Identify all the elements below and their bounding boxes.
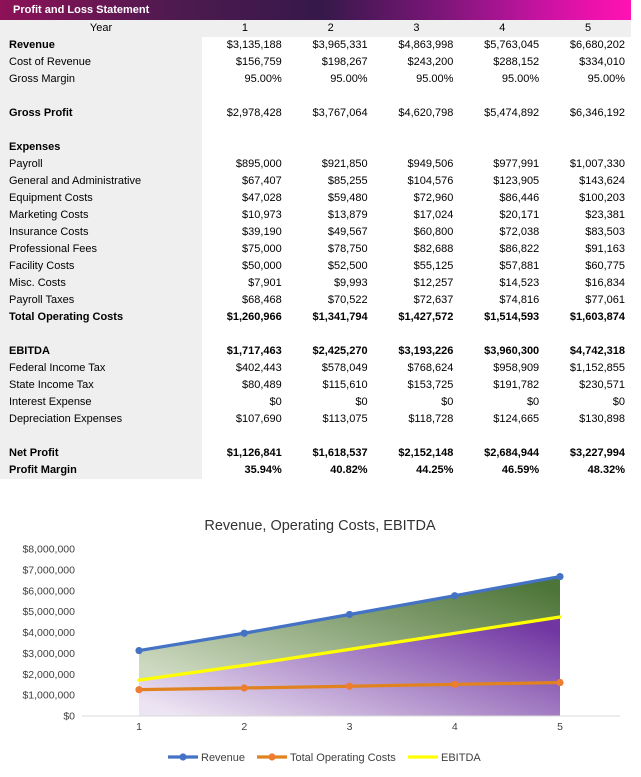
cell: $1,603,874 [569,311,625,323]
row-values [202,37,631,54]
table-row-misc-costs [0,275,631,292]
cell: $7,901 [248,277,282,289]
cell: $78,750 [327,243,368,255]
cell: $3,135,188 [226,39,282,51]
y-axis-tick-label: $5,000,000 [22,606,75,619]
row-values [202,292,631,309]
row-label: Payroll Taxes [0,292,202,309]
cell: $82,688 [413,243,454,255]
cell: $3,767,064 [312,107,368,119]
y-axis-tick-label: $2,000,000 [22,668,75,681]
cell: $85,255 [327,175,368,187]
cell: $0 [612,396,625,408]
row-label: Payroll [0,156,202,173]
cell [374,428,460,445]
row-label: Misc. Costs [0,275,202,292]
cell: 1 [241,22,248,34]
y-axis-tick-label: $7,000,000 [22,564,75,577]
cell: $107,690 [235,413,282,425]
legend-label: Total Operating Costs [290,752,396,764]
row-label: Gross Profit [0,105,202,122]
row-label: Profit Margin [0,462,202,479]
total-operating-costs-marker [346,683,353,690]
cell: $86,822 [499,243,540,255]
cell: $91,163 [585,243,625,255]
row-values [202,190,631,207]
row-values [202,377,631,394]
cell: $10,973 [242,209,282,221]
row-label: Total Operating Costs [0,309,202,326]
cell: 44.25% [416,464,454,476]
cell [545,428,631,445]
cell: $68,468 [242,294,282,306]
cell: $20,171 [499,209,540,221]
revenue-marker [346,611,353,618]
cell: $0 [526,396,540,408]
row-values [202,139,631,156]
row-values [202,275,631,292]
cell [202,139,288,156]
x-axis-tick-label: 2 [241,721,248,733]
total-operating-costs-marker [451,681,458,688]
cell: $3,193,226 [398,345,454,357]
cell [202,88,288,105]
table-row-marketing-costs [0,207,631,224]
revenue-marker [135,647,142,654]
cell: $1,427,572 [398,311,454,323]
cell: $57,881 [499,260,540,272]
cell: $768,624 [407,362,454,374]
cell: $1,717,463 [226,345,282,357]
cell: $60,800 [413,226,454,238]
row-values [202,343,631,360]
row-values [202,258,631,275]
cell: $74,816 [499,294,540,306]
row-label [0,428,202,445]
legend-label: Revenue [201,752,246,764]
row-values [202,360,631,377]
total-operating-costs-marker [556,679,563,686]
row-label: Revenue [0,37,202,54]
cell: 95.00% [501,73,540,85]
row-values [202,173,631,190]
cell: $0 [441,396,454,408]
row-label: Facility Costs [0,258,202,275]
cell: 95.00% [416,73,454,85]
cell: $39,190 [242,226,282,238]
row-values [202,309,631,326]
legend-item-revenue [168,752,245,764]
statement-title: Profit and Loss Statement [13,4,150,16]
row-label: Federal Income Tax [0,360,202,377]
row-values [202,20,631,37]
cell: $4,742,318 [569,345,625,357]
cell: $55,125 [413,260,454,272]
row-values [202,88,631,105]
cell: $2,152,148 [398,447,454,459]
y-axis-tick-label: $4,000,000 [22,627,75,639]
table-row-state-income-tax [0,377,631,394]
legend-marker-sample [268,753,275,760]
cell: $75,000 [242,243,282,255]
cell: $156,759 [235,56,282,68]
table-row-payroll-taxes [0,292,631,309]
cell: $5,474,892 [484,107,540,119]
cell: $113,075 [322,413,368,425]
table-row-revenue [0,37,631,54]
table-row-profit-margin [0,462,631,479]
cell: $402,443 [235,362,282,374]
cell: $2,978,428 [226,107,282,119]
spacer-row [0,122,631,139]
cell: $230,571 [579,379,625,391]
cell: $4,863,998 [398,39,454,51]
cell [459,88,545,105]
cell: 95.00% [244,73,282,85]
x-axis-tick-label: 5 [557,721,563,733]
row-label: Insurance Costs [0,224,202,241]
row-label: EBITDA [0,343,202,360]
cell: $17,024 [413,209,454,221]
cell: $60,775 [585,260,625,272]
table-row-expenses [0,139,631,156]
chart-title: Revenue, Operating Costs, EBITDA [204,518,436,534]
y-axis-tick-label: $6,000,000 [22,585,75,598]
y-axis-tick-label: $1,000,000 [22,689,75,702]
revenue-marker [451,592,458,599]
row-label: Year [0,20,202,37]
table-row-ebitda [0,343,631,360]
cell [374,88,460,105]
table-row-cost-of-revenue [0,54,631,71]
cell [545,326,631,343]
cell: $9,993 [333,277,368,289]
revenue-marker [241,630,248,637]
row-label: Marketing Costs [0,207,202,224]
cell: $1,007,330 [569,158,625,170]
cell: $47,028 [242,192,282,204]
cell [374,326,460,343]
cell [459,122,545,139]
table-row-gross-profit [0,105,631,122]
cell: $130,898 [579,413,625,425]
total-operating-costs-marker [135,686,142,693]
cell: $14,523 [499,277,540,289]
cell: $100,203 [579,192,625,204]
cell: $191,782 [493,379,540,391]
table-row-payroll [0,156,631,173]
spacer-row [0,326,631,343]
cell: $50,000 [242,260,282,272]
statement-table [0,20,631,479]
cell: $118,728 [408,413,454,425]
row-values [202,156,631,173]
spacer-row [0,428,631,445]
cell: $52,500 [327,260,368,272]
cell: $80,489 [242,379,282,391]
y-axis-tick-label: $3,000,000 [22,647,75,660]
row-values [202,71,631,88]
row-values [202,445,631,462]
row-label: Interest Expense [0,394,202,411]
cell: $3,227,994 [569,447,625,459]
cell: $72,960 [413,192,454,204]
cell: $3,965,331 [312,39,368,51]
cell: $1,152,855 [569,362,625,374]
cell: $4,620,798 [398,107,454,119]
row-label: Depreciation Expenses [0,411,202,428]
cell: $243,200 [407,56,454,68]
cell: $72,637 [413,294,454,306]
table-row-total-operating-costs [0,309,631,326]
cell: $86,446 [499,192,540,204]
cell: $16,834 [585,277,625,289]
chart-section [0,505,641,777]
table-row-year [0,20,631,37]
row-label: Expenses [0,139,202,156]
row-label: Equipment Costs [0,190,202,207]
table-row-federal-income-tax [0,360,631,377]
cell [459,428,545,445]
cell [288,88,374,105]
table-row-general-and-administrative [0,173,631,190]
cell: $1,618,537 [312,447,368,459]
cell: $3,960,300 [484,345,540,357]
row-values [202,224,631,241]
legend-item-ebitda [408,752,481,764]
cell [202,428,288,445]
cell: 35.94% [244,464,282,476]
legend-marker-sample [179,753,186,760]
cell: $23,381 [585,209,625,221]
cell [545,88,631,105]
revenue-marker [556,573,563,580]
cell: $958,909 [493,362,540,374]
cell: 48.32% [587,464,625,476]
cell: $977,991 [493,158,540,170]
cell [545,139,631,156]
cell: $6,680,202 [569,39,625,51]
cell: 4 [499,22,506,34]
row-values [202,54,631,71]
table-row-facility-costs [0,258,631,275]
row-label: Professional Fees [0,241,202,258]
cell [288,122,374,139]
cell: $0 [355,396,368,408]
cell: $198,267 [321,56,368,68]
cell: $143,624 [579,175,625,187]
cell [202,326,288,343]
cell: $49,567 [327,226,368,238]
cell: 40.82% [330,464,368,476]
cell: $115,610 [322,379,368,391]
cell: $6,346,192 [569,107,625,119]
cell: $70,522 [327,294,368,306]
cell: $895,000 [235,158,282,170]
row-values [202,105,631,122]
cell: $12,257 [413,277,454,289]
legend-item-total-operating-costs [257,752,396,764]
y-axis-tick-label: $8,000,000 [22,543,75,556]
row-values [202,462,631,479]
x-axis-tick-label: 3 [346,721,353,733]
row-label [0,88,202,105]
cell: $1,126,841 [226,447,282,459]
x-axis-tick-label: 1 [136,721,142,733]
cell: $104,576 [407,175,454,187]
spacer-row [0,88,631,105]
cell [459,326,545,343]
cell: 95.00% [330,73,368,85]
cell: $153,725 [407,379,454,391]
row-label: State Income Tax [0,377,202,394]
cell: $2,425,270 [312,345,368,357]
table-row-interest-expense [0,394,631,411]
cell: $1,514,593 [484,311,540,323]
row-label: Cost of Revenue [0,54,202,71]
x-axis-tick-label: 4 [451,721,458,733]
statement-header [0,0,631,20]
cell: 2 [327,22,334,34]
table-row-equipment-costs [0,190,631,207]
row-values [202,122,631,139]
table-row-professional-fees [0,241,631,258]
cell: $72,038 [499,226,540,238]
chart-canvas [0,505,641,777]
row-values [202,207,631,224]
row-label: Net Profit [0,445,202,462]
cell [202,122,288,139]
cell: 95.00% [587,73,625,85]
cell [374,122,460,139]
table-row-net-profit [0,445,631,462]
cell: $288,152 [493,56,540,68]
cell: $949,506 [407,158,454,170]
cell [374,139,460,156]
row-values [202,241,631,258]
cell: $123,905 [493,175,540,187]
cell: $0 [269,396,282,408]
table-row-insurance-costs [0,224,631,241]
cell: $1,260,966 [226,311,282,323]
y-axis-tick-label: $0 [63,710,75,723]
cell: $334,010 [579,56,625,68]
cell: 3 [413,22,420,34]
cell: $124,665 [493,413,540,425]
row-label: Gross Margin [0,71,202,88]
row-values [202,428,631,445]
cell: $578,049 [321,362,368,374]
cell: $2,684,944 [484,447,540,459]
row-values [202,394,631,411]
cell: 46.59% [501,464,540,476]
cell: $83,503 [585,226,625,238]
cell: 5 [585,22,592,34]
cell: $921,850 [321,158,368,170]
cell: $77,061 [585,294,625,306]
cell [545,122,631,139]
total-operating-costs-marker [241,684,248,691]
cell: $1,341,794 [312,311,368,323]
cell: $5,763,045 [484,39,540,51]
row-values [202,411,631,428]
cell: $59,480 [327,192,368,204]
cell [288,139,374,156]
row-label: General and Administrative [0,173,202,190]
cell [459,139,545,156]
cell: $13,879 [327,209,368,221]
cell [288,326,374,343]
row-label [0,326,202,343]
cell: $67,407 [242,175,282,187]
row-label [0,122,202,139]
table-row-depreciation-expenses [0,411,631,428]
table-row-gross-margin [0,71,631,88]
cell [288,428,374,445]
legend-label: EBITDA [441,752,481,764]
row-values [202,326,631,343]
